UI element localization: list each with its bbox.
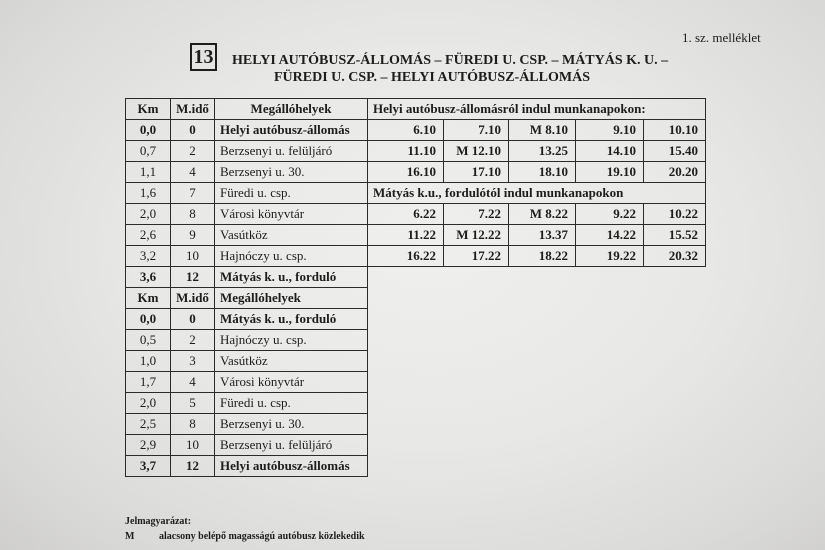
km-header: Km [126,99,171,120]
km-cell: 0,0 [126,309,171,330]
km-cell: 2,6 [126,225,171,246]
annex-label: 1. sz. melléklet [682,30,761,45]
stop-name-cell: Berzsenyi u. 30. [215,162,368,183]
km-cell: 2,0 [126,393,171,414]
departure-cell: 14.10 [576,141,644,162]
empty-cell [368,393,706,414]
legend-title: Jelmagyarázat: [125,516,192,527]
stop-name-cell: Berzsenyi u. 30. [215,414,368,435]
table-row [126,309,706,330]
time-offset-header: M.idő [171,99,215,120]
empty-cell [368,288,706,309]
departure-cell: 15.40 [644,141,706,162]
km-cell: 2,0 [126,204,171,225]
departure-cell: 20.20 [644,162,706,183]
stop-name-cell: Berzsenyi u. felüljáró [215,435,368,456]
time-offset-cell: 2 [171,330,215,351]
time-offset-cell: 12 [171,267,215,288]
empty-cell [368,372,706,393]
route-title-line-2: FÜREDI U. CSP. – HELYI AUTÓBUSZ-ÁLLOMÁS [274,70,590,85]
time-offset-cell: 3 [171,351,215,372]
km-cell: 0,7 [126,141,171,162]
departure-cell: 6.22 [368,204,444,225]
departure-cell: 11.10 [368,141,444,162]
departure-cell: 13.37 [509,225,576,246]
departure-cell: 16.22 [368,246,444,267]
table-row [126,204,706,225]
km-header: Km [126,288,171,309]
departure-cell: 9.22 [576,204,644,225]
departure-cell: M 8.22 [509,204,576,225]
time-offset-cell: 10 [171,246,215,267]
departure-cell: 17.22 [444,246,509,267]
time-offset-cell: 9 [171,225,215,246]
departure-cell: 14.22 [576,225,644,246]
stop-name-cell: Füredi u. csp. [215,183,368,204]
km-cell: 1,0 [126,351,171,372]
time-offset-cell: 4 [171,372,215,393]
table-row [126,267,706,288]
stops-header: Megállóhelyek [215,288,368,309]
departure-cell: 15.52 [644,225,706,246]
return-header-row [126,288,706,309]
legend-description: alacsony belépő magasságú autóbusz közlekedik [159,531,365,542]
km-cell: 1,7 [126,372,171,393]
stop-name-cell: Mátyás k. u., forduló [215,309,368,330]
table-row [126,435,706,456]
departure-cell: 10.22 [644,204,706,225]
empty-cell [368,330,706,351]
departure-cell: M 8.10 [509,120,576,141]
table-row [126,246,706,267]
departure-cell: 7.10 [444,120,509,141]
timetable [125,98,706,477]
km-cell: 1,6 [126,183,171,204]
time-offset-cell: 12 [171,456,215,477]
empty-cell [368,309,706,330]
departure-cell: M 12.22 [444,225,509,246]
km-cell: 0,0 [126,120,171,141]
time-offset-header: M.idő [171,288,215,309]
table-row [126,330,706,351]
stop-name-cell: Hajnóczy u. csp. [215,246,368,267]
km-cell: 2,9 [126,435,171,456]
departure-cell: 20.32 [644,246,706,267]
table-row [126,162,706,183]
table-row [126,183,706,204]
departure-cell: 10.10 [644,120,706,141]
table-row [126,414,706,435]
time-offset-cell: 7 [171,183,215,204]
table-row [126,120,706,141]
stop-name-cell: Helyi autóbusz-állomás [215,120,368,141]
stop-name-cell: Vasútköz [215,351,368,372]
stop-name-cell: Hajnóczy u. csp. [215,330,368,351]
km-cell: 0,5 [126,330,171,351]
km-cell: 3,6 [126,267,171,288]
departure-cell: 13.25 [509,141,576,162]
legend-symbol: M [125,531,135,542]
stop-name-cell: Városi könyvtár [215,372,368,393]
time-offset-cell: 8 [171,414,215,435]
time-offset-cell: 4 [171,162,215,183]
table-row [126,372,706,393]
km-cell: 3,7 [126,456,171,477]
from-station-departures-label: Helyi autóbusz-állomásról indul munkanapokon: [368,99,706,120]
time-offset-cell: 8 [171,204,215,225]
table-row [126,456,706,477]
empty-cell [368,456,706,477]
stops-header: Megállóhelyek [215,99,368,120]
departure-cell: 18.22 [509,246,576,267]
departure-cell: M 12.10 [444,141,509,162]
table-header-row [126,99,706,120]
departure-cell: 18.10 [509,162,576,183]
departure-cell: 19.10 [576,162,644,183]
stop-name-cell: Városi könyvtár [215,204,368,225]
table-row [126,351,706,372]
time-offset-cell: 0 [171,309,215,330]
stop-name-cell: Helyi autóbusz-állomás [215,456,368,477]
time-offset-cell: 2 [171,141,215,162]
time-offset-cell: 5 [171,393,215,414]
time-offset-cell: 0 [171,120,215,141]
departure-cell: 16.10 [368,162,444,183]
from-turnaround-departures-label: Mátyás k.u., fordulótól indul munkanapokon [368,183,706,204]
stop-name-cell: Berzsenyi u. felüljáró [215,141,368,162]
km-cell: 1,1 [126,162,171,183]
stop-name-cell: Vasútköz [215,225,368,246]
empty-cell [368,351,706,372]
empty-cell [368,414,706,435]
departure-cell: 19.22 [576,246,644,267]
departure-cell: 17.10 [444,162,509,183]
table-row [126,393,706,414]
departure-cell: 7.22 [444,204,509,225]
departure-cell: 6.10 [368,120,444,141]
empty-cell [368,435,706,456]
time-offset-cell: 10 [171,435,215,456]
stop-name-cell: Füredi u. csp. [215,393,368,414]
empty-cell [368,267,706,288]
km-cell: 3,2 [126,246,171,267]
km-cell: 2,5 [126,414,171,435]
departure-cell: 9.10 [576,120,644,141]
stop-name-cell: Mátyás k. u., forduló [215,267,368,288]
route-number-box: 13 [190,43,217,71]
departure-cell: 11.22 [368,225,444,246]
table-row [126,141,706,162]
table-row [126,225,706,246]
route-title-line-1: HELYI AUTÓBUSZ-ÁLLOMÁS – FÜREDI U. CSP. – MÁTYÁS K. U. – [232,53,669,68]
